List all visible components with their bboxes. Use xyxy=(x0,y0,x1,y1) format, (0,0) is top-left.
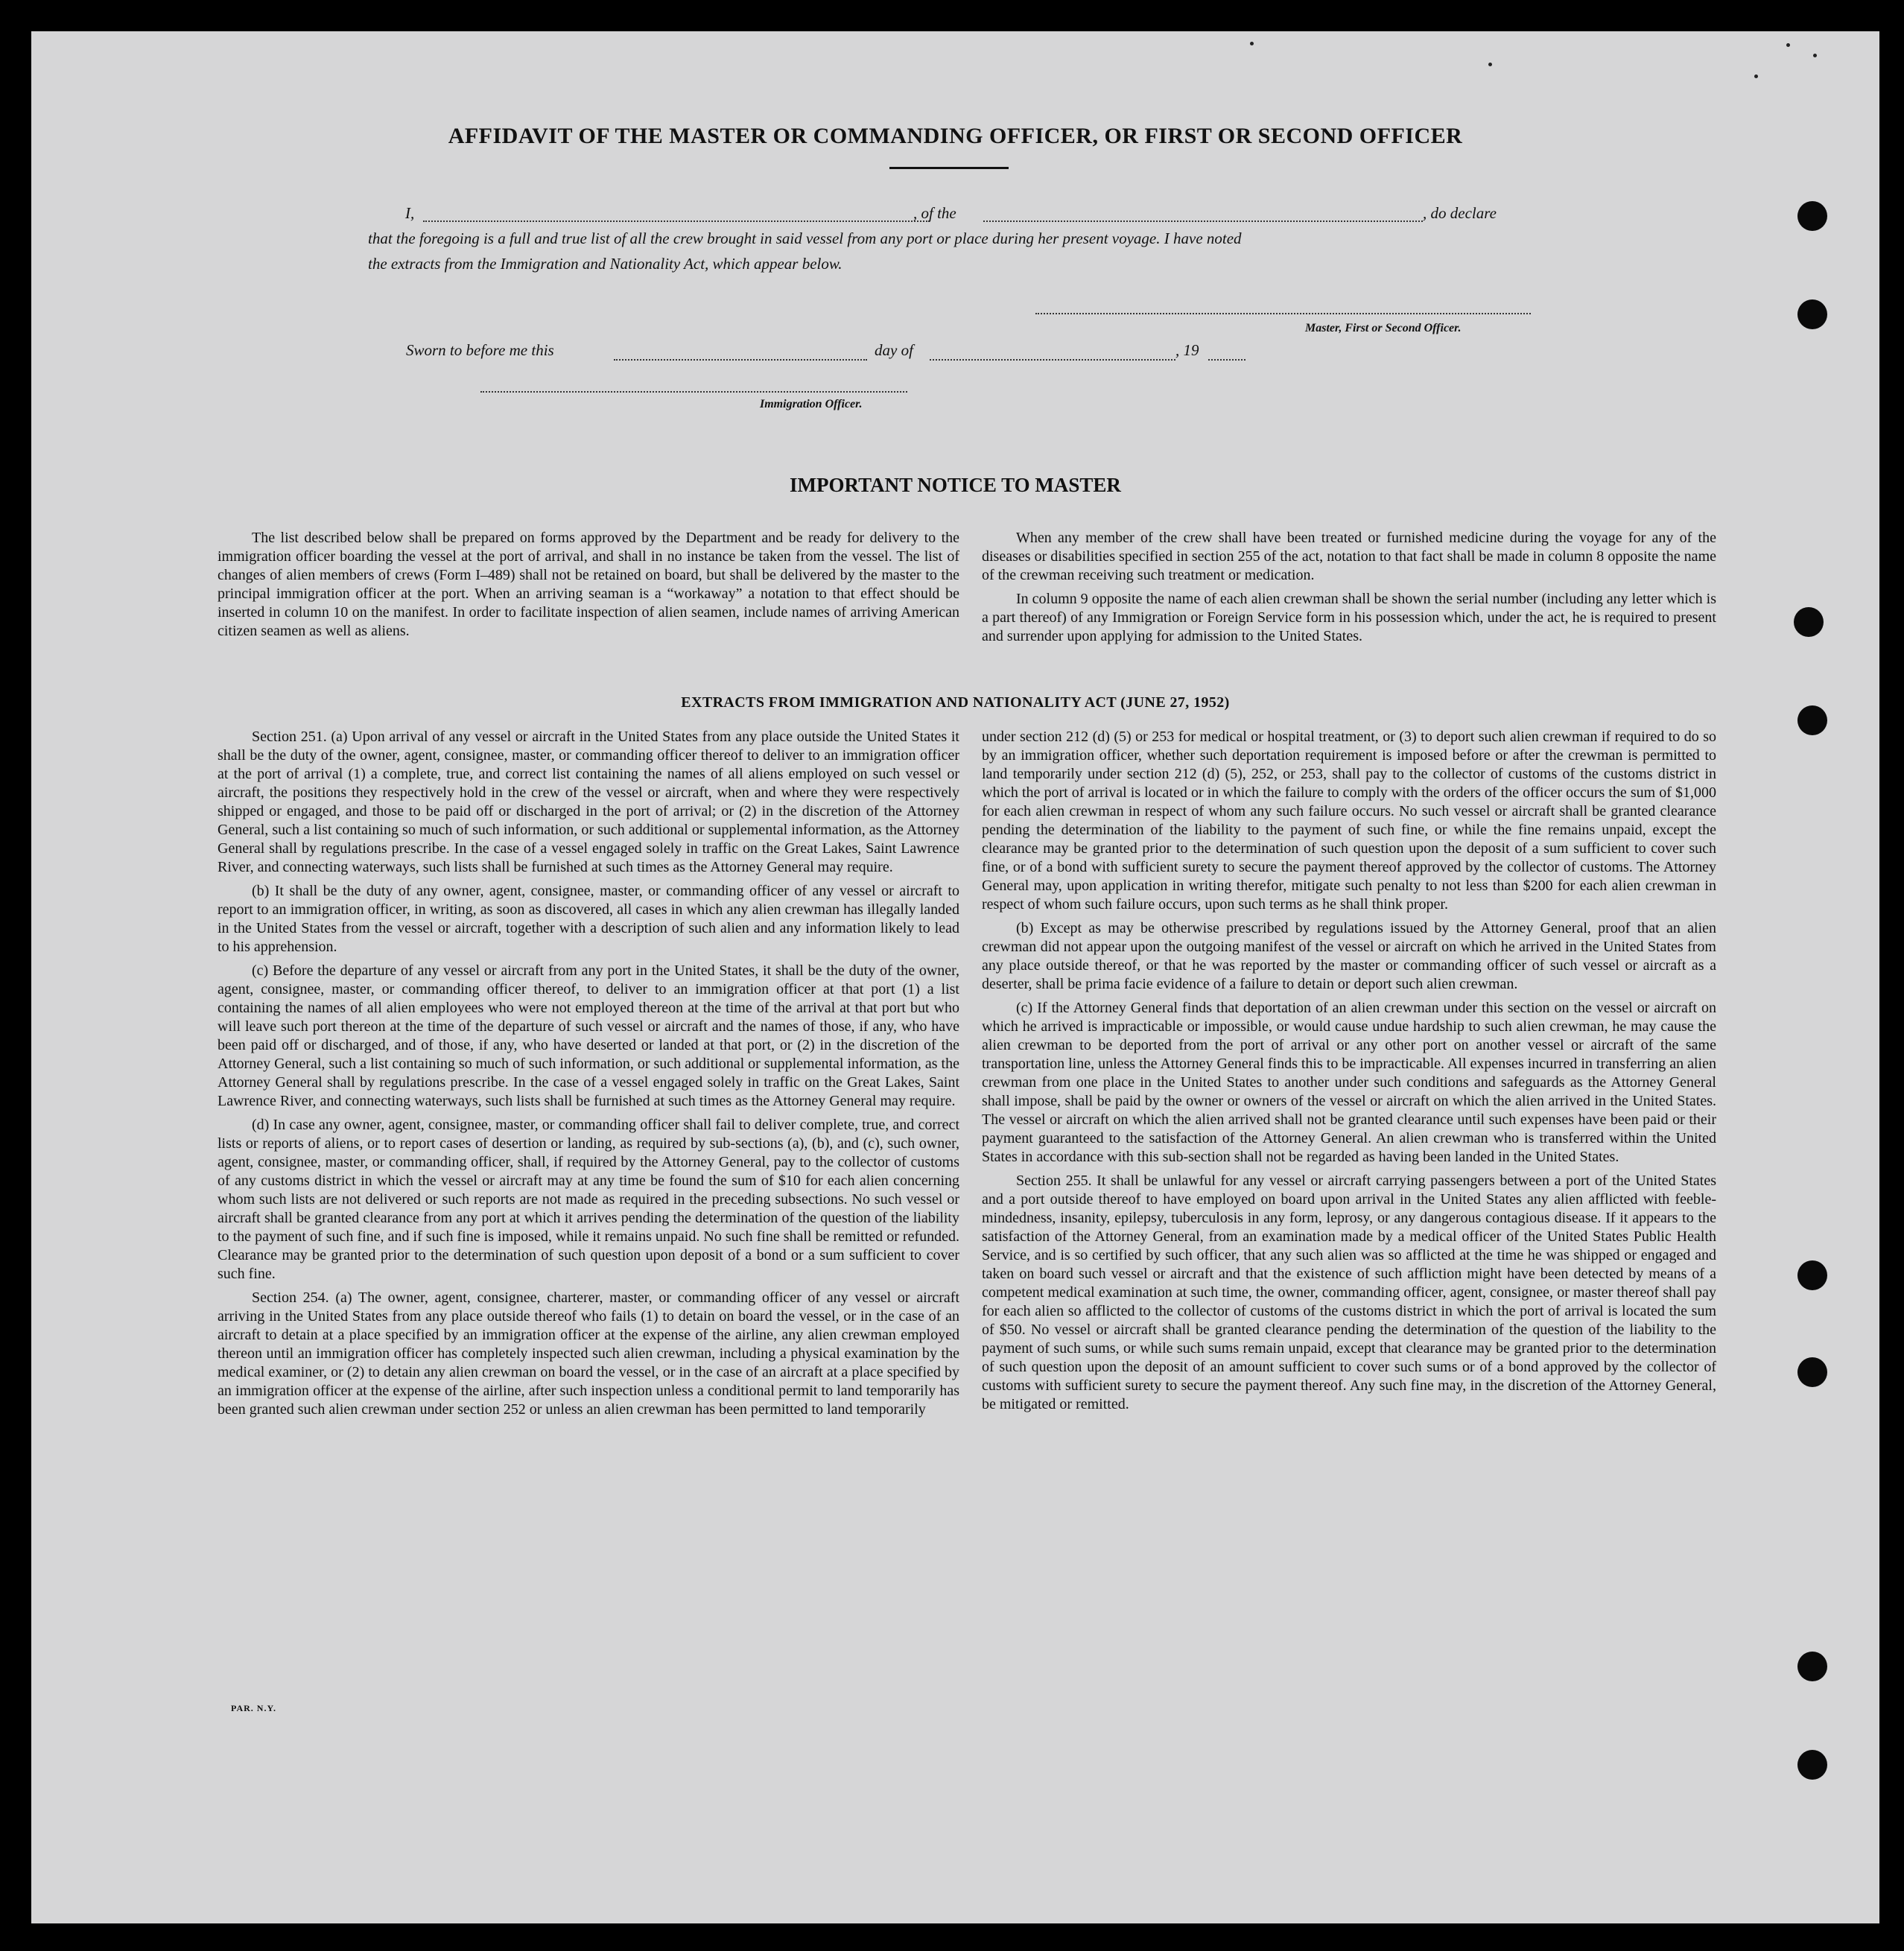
speck xyxy=(1250,42,1254,45)
affidavit-statement-line-2: the extracts from the Immigration and Nationality Act, which appear below. xyxy=(368,255,842,273)
extracts-right-column xyxy=(982,728,1716,1419)
extracts-left-column xyxy=(218,728,959,1424)
affidavit-of-the-label: , of the xyxy=(913,204,956,222)
section-251-a: Section 251. (a) Upon arrival of any vessel or aircraft in the United States from any place outside the United States it shall be the duty of the owner, agent, consignee, master, or commanding officer thereof to deliver to an immigration officer at the port of arrival (1) a complete, true, and correct list containing the names of all aliens employed on such vessel or aircraft, the positions they respectively hold in the crew of the vessel or aircraft, when and where they were respectively shipped or engaged, and those to be paid off or discharged in the port of arrival; or (2) in the discretion of the Attorney General, such a list containing so much of such information, or such additional or supplemental information, as the Attorney General shall by regulations prescribe. In the case of a vessel engaged solely in traffic on the Great Lakes, Saint Lawrence River, and connecting waterways, such lists shall be furnished at such times as the Attorney General may require. xyxy=(218,729,959,875)
affidavit-statement-line-1: that the foregoing is a full and true list of all the crew brought in said vessel from any port or place during her present voyage. I have noted xyxy=(368,229,1242,247)
punch-hole-2 xyxy=(1797,299,1827,329)
section-254-b: (b) Except as may be otherwise prescribed by regulations issued by the Attorney General, proof that an alien crewman did not appear upon the outgoing manifest of the vessel or aircraft on which he arrived in the United States from any place outside thereof, or that he was reported by the master or commanding officer of such vessel or aircraft as a deserter, shall be prima facie evidence of a failure to detain or deport such alien crewman. xyxy=(982,920,1716,992)
notice-title: IMPORTANT NOTICE TO MASTER xyxy=(790,474,1121,496)
affidavit-title: AFFIDAVIT OF THE MASTER OR COMMANDING OFFICER, OR FIRST OR SECOND OFFICER xyxy=(448,124,1463,148)
sworn-day-field[interactable] xyxy=(614,359,867,361)
sworn-before-label: Sworn to before me this xyxy=(406,341,554,359)
immigration-officer-signature-field[interactable] xyxy=(480,391,907,393)
punch-hole-6 xyxy=(1797,1357,1827,1387)
section-254-a-continued: under section 212 (d) (5) or 253 for medical or hospital treatment, or (3) to deport such alien crewman if required to do so by an immigration officer, whether such deportation requirement is imposed before or after the crewman is permitted to land temporarily under section 212 (d) (5), 252, or 253, shall pay to the collector of customs of the customs district in which the port of arrival is located or in which the failure to comply with the orders of the officer occurs the sum of $1,000 for each alien crewman in respect of whom any such failure occurs. No such vessel or aircraft shall be granted clearance pending the determination of the liability to the payment of such fine, or while the fine remains unpaid, except the clearance may be granted prior to the determination of such question upon the deposit of a sum sufficient to cover such fine, or of a bond with sufficient surety to secure the payment thereof approved by the collector of customs. The Attorney General may, upon application in writing therefor, mitigate such penalty to not less than $200 for each alien crewman in respect of whom such failure occurs, upon such terms as he shall think proper. xyxy=(982,729,1716,913)
section-255: Section 255. It shall be unlawful for any vessel or aircraft carrying passengers between a port of the United States and a port outside thereof to have employed on board upon arrival in the United States any alien afflicted with feeble-mindedness, insanity, epilepsy, tuberculosis in any form, leprosy, or any dangerous contagious disease. If it appears to the satisfaction of the Attorney General, from an examination made by a medical officer of the United States Public Health Service, and is so certified by such officer, that any such alien was so afflicted at the time he was shipped or engaged and taken on board such vessel or aircraft and that the existence of such affliction might have been detected by means of a competent medical examination at such time, the owner, commanding officer, agent, consignee, or master thereof shall pay for each alien so afflicted to the collector of customs of the customs district in which the port of arrival is located the sum of $50. No vessel or aircraft shall be granted clearance pending the determination of the question of the liability to the payment of such sums, or while such sums remain unpaid, except that clearance may be granted prior to the determination of such question upon the deposit of an amount sufficient to cover such sums or of a bond approved by the collector of customs with sufficient surety to secure the payment thereof. Any such fine may, in the discretion of the Attorney General, be mitigated or remitted. xyxy=(982,1173,1716,1412)
immigration-officer-label: Immigration Officer. xyxy=(760,398,863,410)
affidavit-do-declare-label: , do declare xyxy=(1423,204,1497,222)
section-254-a: Section 254. (a) The owner, agent, consignee, charterer, master, or commanding officer of any vessel or aircraft arriving in the United States from any place outside thereof who fails (1) to detain on board the vessel, or in the case of an aircraft to detain at a place specified by an immigration officer at the expense of the airline, any alien crewman employed thereon until an immigration officer has completely inspected such alien crewman, including a physical examination by the medical examiner, or (2) to detain any alien crewman on board the vessel, or in the case of an aircraft at a place specified by an immigration officer at the expense of the airline, after such inspection unless a conditional permit to land temporarily has been granted such alien crewman under section 252 or unless an alien crewman has been permitted to land temporarily xyxy=(218,1289,959,1418)
printer-mark: PAR. N.Y. xyxy=(231,1703,277,1713)
section-254-c: (c) If the Attorney General finds that deportation of an alien crewman under this section on the vessel or aircraft on which he arrived is impracticable or impossible, or would cause undue hardship to such alien crewman, he may cause the alien crewman to be deported from the port of arrival or any other port on another vessel or aircraft of the same transportation line, unless the Attorney General finds this to be impracticable. All expenses incurred in transferring an alien crewman from one place in the United States to another under such conditions and safeguards as the Attorney General shall impose, shall be paid by the owner or owners of the vessel or aircraft on which the alien arrived in the United States. The vessel or aircraft on which the alien arrived shall not be granted clearance until such expenses have been paid or their payment guaranteed to the satisfaction of the Attorney General. An alien crewman who is transferred within the United States in accordance with this sub-section shall not be regarded as having been landed in the United States. xyxy=(982,1000,1716,1165)
master-signature-field[interactable] xyxy=(1035,313,1531,314)
punch-hole-1 xyxy=(1797,201,1827,231)
speck xyxy=(1786,43,1790,47)
punch-hole-5 xyxy=(1797,1260,1827,1290)
sworn-month-field[interactable] xyxy=(930,359,1175,361)
punch-hole-3 xyxy=(1794,607,1824,637)
section-251-d: (d) In case any owner, agent, consignee, master, or commanding officer shall fail to deliver complete, true, and correct lists or reports of aliens, or to report cases of desertion or landing, as required by sub-sections (a), (b), and (c), such owner, agent, consignee, master, or commanding officer, shall, if required by the Attorney General, pay to the collector of customs of any customs district in which the vessel or aircraft may at any time be found the sum of $10 for each alien concerning whom such lists are not delivered or such reports are not made as required in the preceding subsections. No such vessel or aircraft shall be granted clearance from any port at which it arrives pending the determination of the question of the liability to the payment of such fine, and if such fine is imposed, while it remains unpaid. No such fine shall be remitted or refunded. Clearance may be granted prior to the determination of such question upon deposit of a bond or a sum sufficient to cover such fine. xyxy=(218,1117,959,1282)
sworn-year-field[interactable] xyxy=(1208,359,1245,361)
section-251-b: (b) It shall be the duty of any owner, agent, consignee, master, or commanding officer of any vessel or aircraft to report to an immigration officer, in writing, as soon as discovered, all cases in which any alien crewman has illegally landed in the United States from the vessel or aircraft, together with a description of such alien and any information likely to lead to his apprehension. xyxy=(218,883,959,955)
notice-left-paragraph: The list described below shall be prepared on forms approved by the Department and be ready for delivery to the immigration officer boarding the vessel at the port of arrival, and shall in no instance be taken from the vessel. The list of changes of alien members of crews (Form I–489) shall not be retained on board, but shall be delivered by the master to the principal immigration officer at the port. When an arriving seaman is a “workaway” a notation to that effect should be inserted in column 10 on the manifest. In order to facilitate inspection of alien seamen, include names of arriving American citizen seamen as well as aliens. xyxy=(218,530,959,639)
master-signature-label: Master, First or Second Officer. xyxy=(1305,322,1462,334)
speck xyxy=(1754,74,1758,78)
notice-right-paragraph-1: When any member of the crew shall have been treated or furnished medicine during the voyage for any of the diseases or disabilities specified in section 255 of the act, notation to that fact shall be made in column 8 opposite the name of the crewman receiving such treatment or medication. xyxy=(982,530,1716,583)
day-of-label: day of xyxy=(875,341,913,359)
notice-left-column xyxy=(218,529,959,646)
affidavit-i-label: I, xyxy=(405,204,415,222)
speck xyxy=(1488,63,1492,66)
section-251-c: (c) Before the departure of any vessel or aircraft from any port in the United States, it shall be the duty of the owner, agent, consignee, master, or commanding officer thereof, to deliver to an immigration officer at that port (1) a list containing the names of all alien employees who were not employed thereon at the time of the arrival at that port but who will leave such port thereon at the time of the departure of such vessel or aircraft and the names of those, if any, who have been paid off or discharged, and of those, if any, who have deserted or landed at that port, or (2) in the discretion of the Attorney General, such a list containing so much of such information, or such additional or supplemental information, as the Attorney General shall by regulations prescribe. In the case of a vessel engaged solely in traffic on the Great Lakes, Saint Lawrence River, and connecting waterways, such lists shall be furnished at such times as the Attorney General may require. xyxy=(218,962,959,1109)
extracts-title: EXTRACTS FROM IMMIGRATION AND NATIONALITY ACT (JUNE 27, 1952) xyxy=(681,694,1230,711)
vessel-name-field[interactable] xyxy=(983,221,1423,222)
notice-right-column xyxy=(982,529,1716,651)
speck xyxy=(1813,54,1817,57)
title-underline xyxy=(889,167,1009,169)
year-prefix-label: , 19 xyxy=(1175,341,1199,359)
punch-hole-7 xyxy=(1797,1652,1827,1681)
declarant-name-field[interactable] xyxy=(423,221,930,222)
notice-right-paragraph-2: In column 9 opposite the name of each alien crewman shall be shown the serial number (including any letter which is a part thereof) of any Immigration or Foreign Service form in his possession which, under the act, he is required to present and surrender upon applying for admission to the United States. xyxy=(982,591,1716,644)
document-page xyxy=(31,31,1879,1923)
punch-hole-8 xyxy=(1797,1750,1827,1780)
